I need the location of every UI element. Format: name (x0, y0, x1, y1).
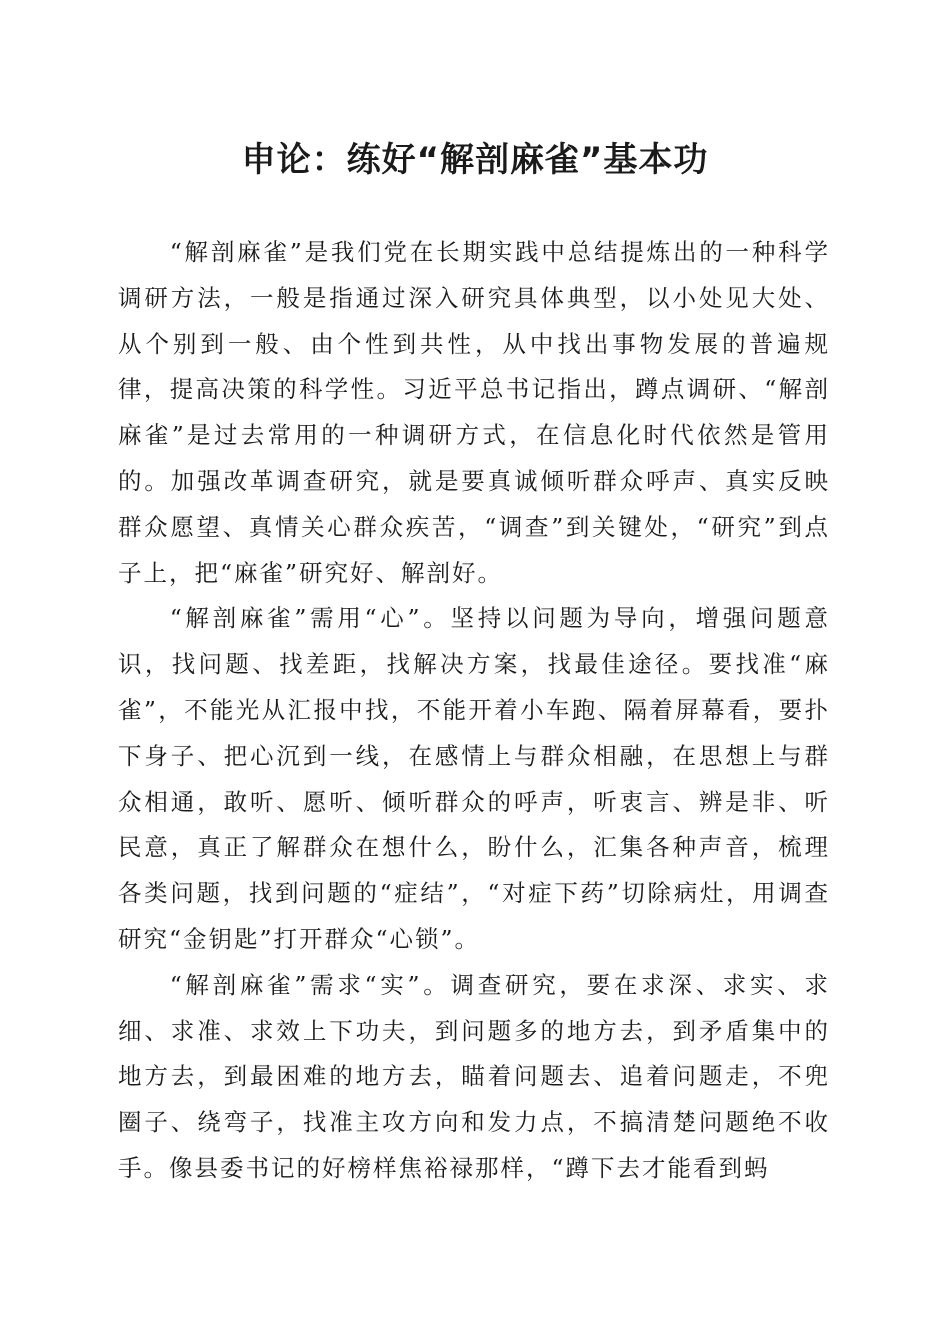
document-title: 申论：练好“解剖麻雀”基本功 (241, 140, 709, 180)
document-body (118, 230, 830, 1192)
paragraph-heart: “解剖麻雀”需用“心”。坚持以问题为导向，增强问题意识，找问题、找差距，找解决方案，找最佳途径。要找准“麻雀”，不能光从汇报中找，不能开着小车跑、隔着屏幕看，要扑下身子、把心沉到一线，在感情上与群众相融，在思想上与群众相通，敢听、愿听、倾听群众的呼声，听衷言、辨是非、听民意，真正了解群众在想什么，盼什么，汇集各种声音，梳理各类问题，找到问题的“症结”，“对症下药”切除病灶，用调查研究“金钥匙”打开群众“心锁”。 (118, 604, 830, 953)
paragraph-intro: “解剖麻雀”是我们党在长期实践中总结提炼出的一种科学调研方法，一般是指通过深入研究具体典型，以小处见大处、从个别到一般、由个性到共性，从中找出事物发展的普遍规律，提高决策的科学性。习近平总书记指出，蹲点调研、“解剖麻雀”是过去常用的一种调研方式，在信息化时代依然是管用的。加强改革调查研究，就是要真诚倾听群众呼声、真实反映群众愿望、真情关心群众疾苦，“调查”到关键处，“研究”到点子上，把“麻雀”研究好、解剖好。 (118, 238, 830, 587)
paragraph-practical: “解剖麻雀”需求“实”。调查研究，要在求深、求实、求细、求准、求效上下功夫，到问题多的地方去，到矛盾集中的地方去，到最困难的地方去，瞄着问题去、追着问题走，不兜圈子、绕弯子，找准主攻方向和发力点，不搞清楚问题绝不收手。像县委书记的好榜样焦裕禄那样，“蹲下去才能看到蚂 (118, 970, 830, 1182)
